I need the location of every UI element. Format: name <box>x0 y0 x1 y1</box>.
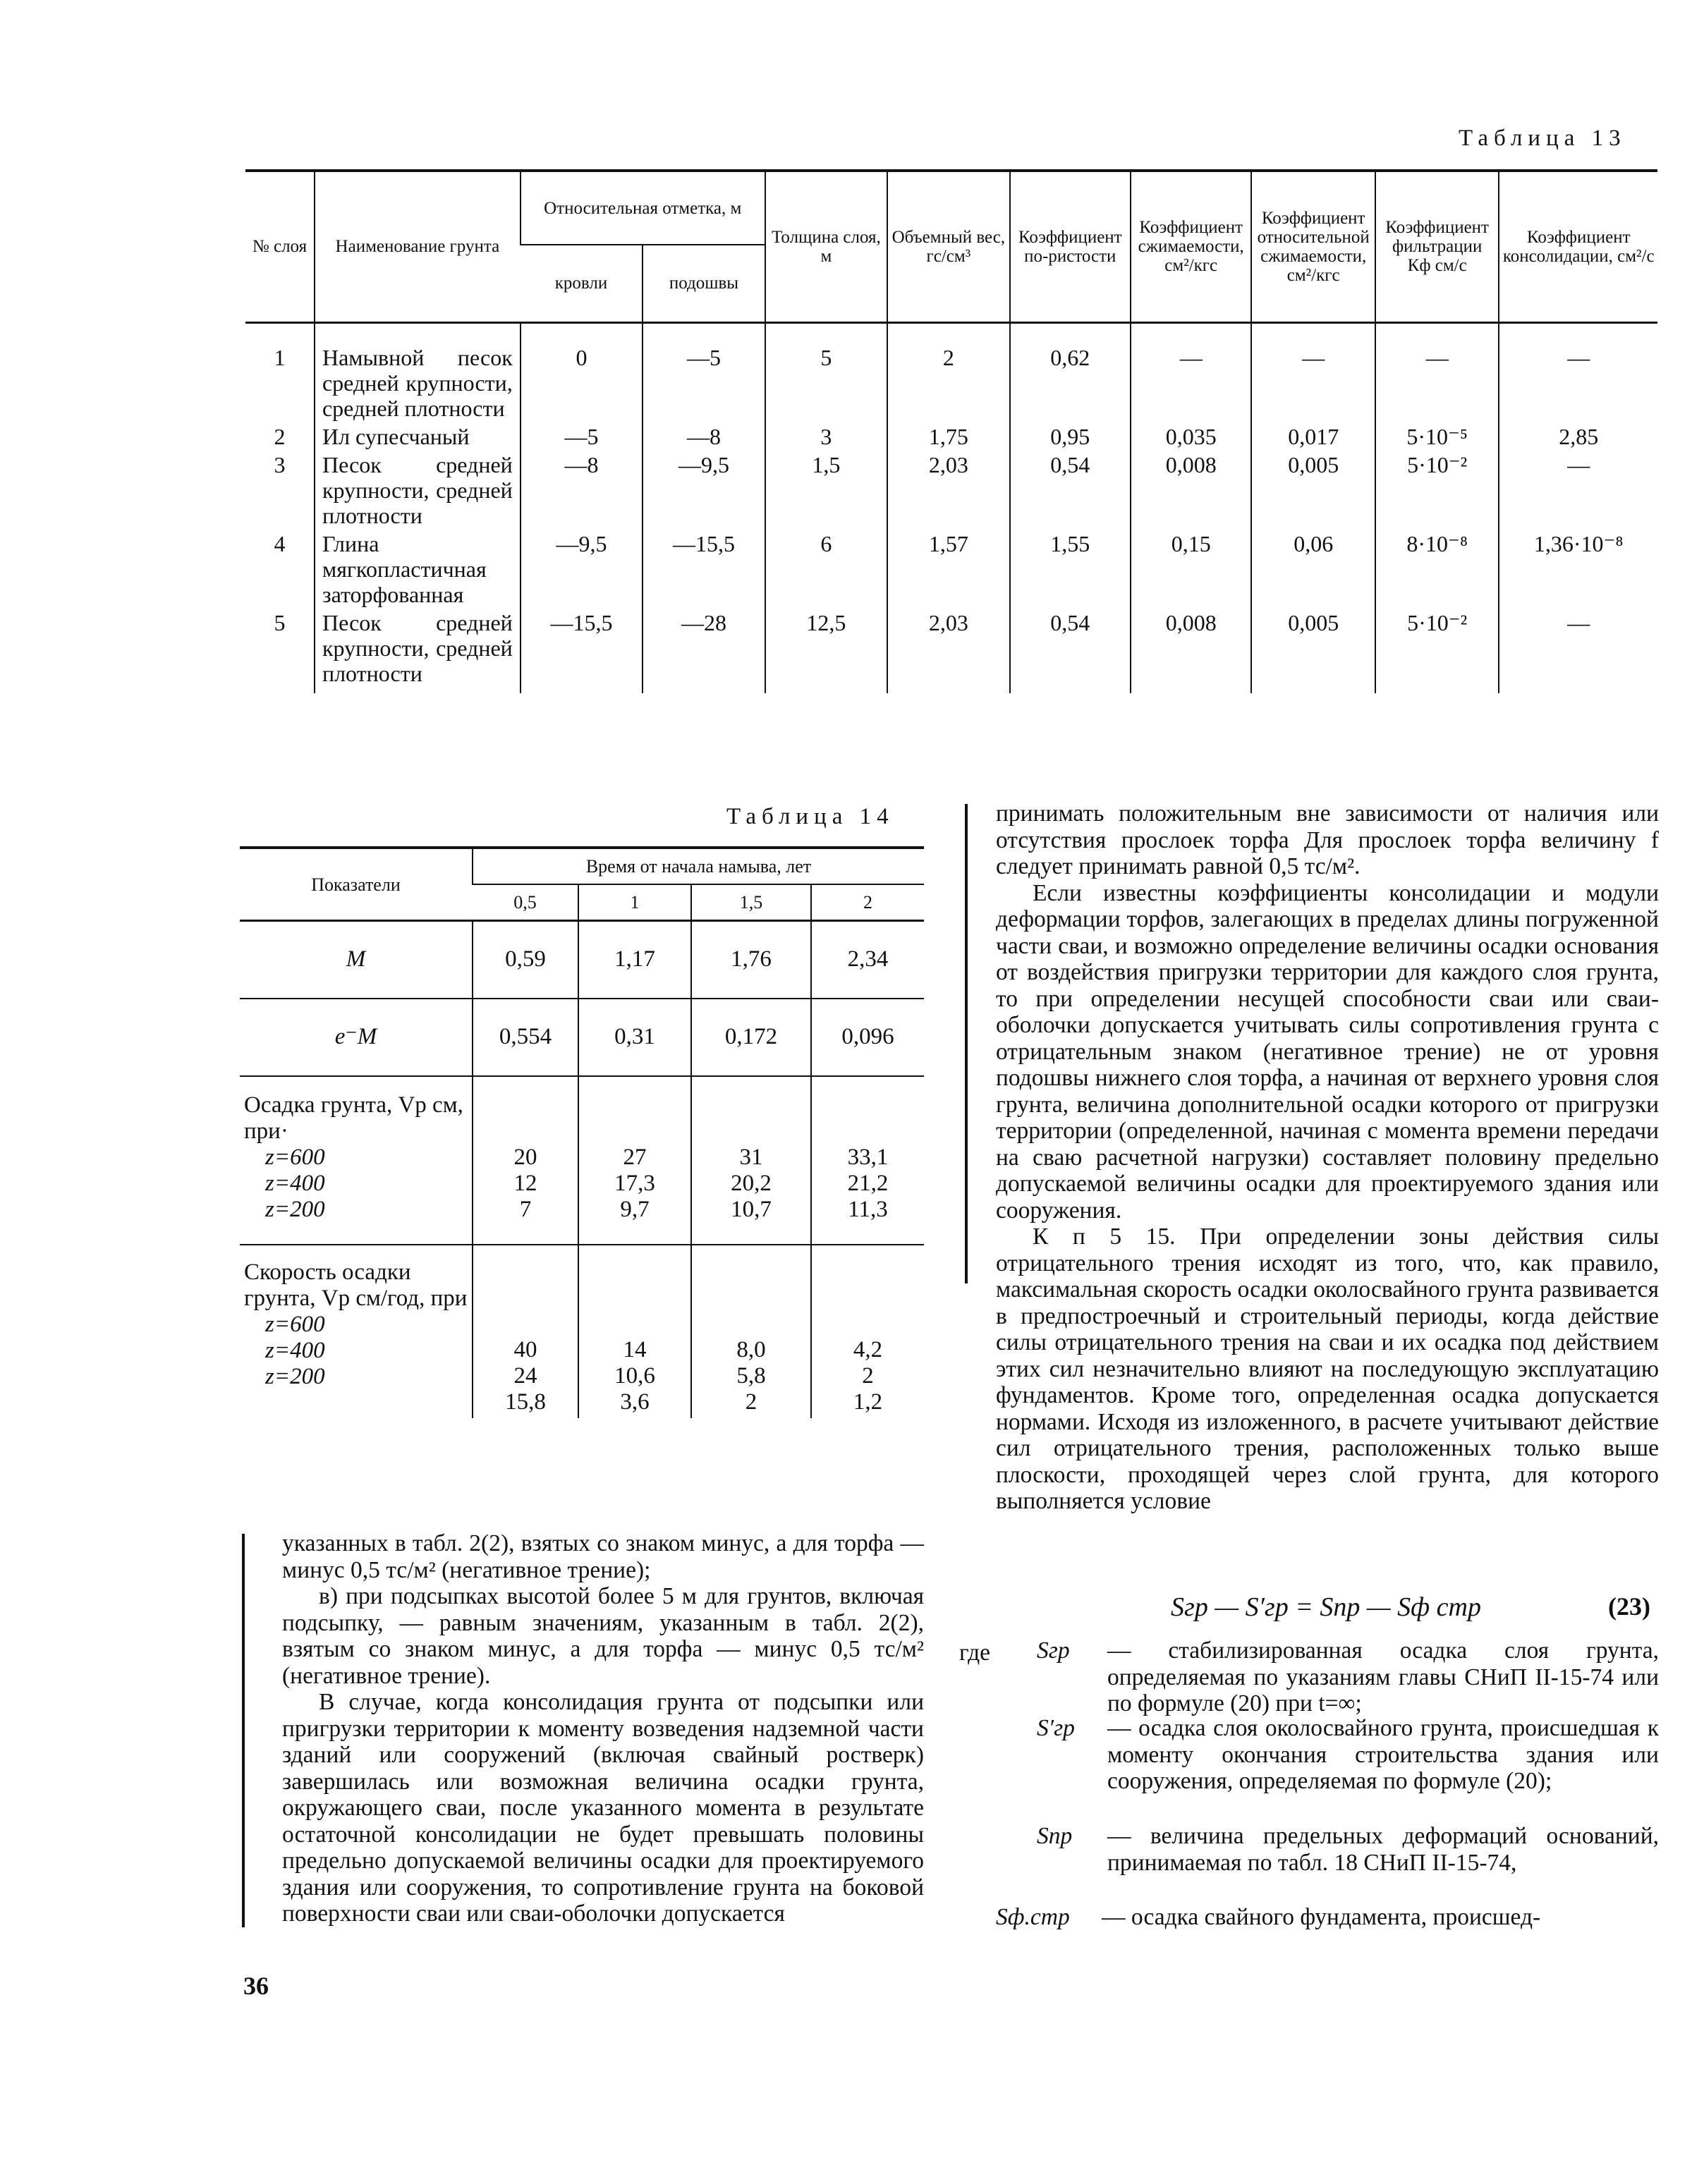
row-em-label: e⁻M <box>240 999 473 1076</box>
cell-speed: 10,6 <box>614 1362 655 1389</box>
th-time: Время от начала намыва, лет <box>473 848 924 884</box>
def-symbol: Sф.стр <box>996 1904 1070 1930</box>
table-row <box>245 607 1657 693</box>
th-unit-weight: Объемный вес, гс/см³ <box>887 171 1009 322</box>
cell-m: 1,17 <box>578 921 691 999</box>
z-label: z=400 <box>265 1170 325 1196</box>
cell-comp: — <box>1131 322 1251 421</box>
formula: Sгр — S′гр = Sпр — Sф стр <box>1171 1592 1481 1622</box>
cell-roof: —15,5 <box>521 607 643 693</box>
cell-m: 2,34 <box>811 921 924 999</box>
cell-em: 0,31 <box>578 999 691 1076</box>
cell-weight: 1,75 <box>887 421 1009 449</box>
table13-caption: Таблица 13 <box>1459 126 1626 151</box>
cell-por: 0,95 <box>1010 421 1131 449</box>
th-rel-mark: Относительная отметка, м <box>521 171 765 245</box>
def-text: — стабилизированная осадка слоя грунта, определяемая по указаниям главы СНиП II-15-74 или по формуле (20) при t=∞; <box>1107 1637 1659 1716</box>
cell-cons: 2,85 <box>1499 421 1657 449</box>
th-thickness: Толщина слоя, м <box>765 171 887 322</box>
cell-name: Ил супесчаный <box>315 421 521 449</box>
table-row <box>240 921 924 999</box>
cell-speed: 40 <box>513 1336 537 1362</box>
th-consolidation: Коэффициент консолидации, см²/с <box>1499 171 1657 322</box>
paragraph: принимать положительным вне зависимости от наличия или отсутствия прослоек торфа Для прослоек торфа величину f следует принимать равной 0,5 тс/м². <box>996 800 1659 879</box>
table14-caption: Таблица 14 <box>726 804 894 829</box>
cell-name: Глина мягкопластичная заторфованная <box>315 528 521 607</box>
paragraph: В случае, когда консолидация грунта от подсыпки или пригрузки территории к моменту возведения надземной части зданий или сооружений (включая свайный ростверк) завершилась или возможная величина осадки грунта, окружающего сваи, после указанного момента в результате остаточной консолидации не будет превышать половины предельно допускаемой величины осадки для проектируемого здания или сооружения, то сопротивление грунта на боковой поверхности сваи или сваи-оболочки допускается <box>282 1689 924 1927</box>
table-row <box>245 528 1657 607</box>
cell-name: Песок средней крупности, средней плотности <box>315 607 521 693</box>
cell-thick: 5 <box>765 322 887 421</box>
cell-rel: — <box>1251 322 1375 421</box>
cell-name: Намывной песок средней крупности, средней плотности <box>315 322 521 421</box>
cell-thick: 3 <box>765 421 887 449</box>
left-text <box>282 1530 924 1927</box>
cell-base: —9,5 <box>643 449 765 528</box>
z-label: z=200 <box>265 1363 325 1389</box>
cell-base: —5 <box>643 322 765 421</box>
cell-por: 0,54 <box>1010 449 1131 528</box>
table-row <box>245 322 1657 421</box>
cell-settle: 17,3 <box>614 1170 655 1196</box>
cell-settle: 9,7 <box>620 1196 650 1222</box>
cell-no: 5 <box>274 609 286 635</box>
cell-comp: 0,008 <box>1131 607 1251 693</box>
def-symbol: S′гр <box>1037 1715 1075 1741</box>
cell-speed: 4,2 <box>853 1336 883 1362</box>
cell-comp: 0,15 <box>1131 528 1251 607</box>
th-base: подошвы <box>643 245 765 322</box>
cell-no: 2 <box>274 423 286 449</box>
cell-base: —28 <box>643 607 765 693</box>
th-time-0: 0,5 <box>473 884 578 921</box>
cell-speed: 8,0 <box>736 1336 766 1362</box>
cell-speed: 2 <box>745 1389 757 1415</box>
cell-speed: 1,2 <box>853 1389 883 1415</box>
cell-m: 1,76 <box>691 921 811 999</box>
table-row <box>245 421 1657 449</box>
th-filtration: Коэффициент фильтрации Кф см/с <box>1375 171 1499 322</box>
cell-no: 1 <box>274 344 286 370</box>
th-time-3: 2 <box>811 884 924 921</box>
cell-filt: 5·10⁻² <box>1375 449 1499 528</box>
cell-no: 4 <box>274 530 286 556</box>
def-text: — осадка слоя околосвайного грунта, происшедшая к моменту окончания строительства здания или сооружения, определяемая по формуле (20); <box>1107 1715 1659 1794</box>
z-label: z=600 <box>265 1311 325 1337</box>
cell-base: —8 <box>643 421 765 449</box>
cell-rel: 0,005 <box>1251 449 1375 528</box>
margin-rule <box>242 1534 245 1927</box>
cell-weight: 2,03 <box>887 607 1009 693</box>
def-symbol: Sгр <box>1037 1637 1070 1664</box>
cell-por: 0,62 <box>1010 322 1131 421</box>
cell-settle: 11,3 <box>848 1196 888 1222</box>
table-row <box>240 1076 924 1245</box>
where-label: где <box>959 1640 990 1666</box>
cell-settle: 21,2 <box>847 1170 889 1196</box>
cell-por: 1,55 <box>1010 528 1131 607</box>
cell-no: 3 <box>274 451 286 477</box>
cell-filt: 5·10⁻² <box>1375 607 1499 693</box>
cell-filt: 8·10⁻⁸ <box>1375 528 1499 607</box>
cell-roof: —9,5 <box>521 528 643 607</box>
cell-settle: 20,2 <box>731 1170 772 1196</box>
paragraph: указанных в табл. 2(2), взятых со знаком минус, а для торфа — минус 0,5 тс/м² (негативное трение); <box>282 1530 924 1583</box>
z-label: z=400 <box>265 1337 325 1363</box>
th-roof: кровли <box>554 274 608 293</box>
cell-cons: — <box>1499 322 1657 421</box>
cell-weight: 2 <box>887 322 1009 421</box>
def-symbol: Sпр <box>1037 1823 1073 1849</box>
th-porosity: Коэффициент по-ристости <box>1010 171 1131 322</box>
th-layer-no: № слоя <box>252 237 308 257</box>
cell-thick: 12,5 <box>765 607 887 693</box>
z-label: z=200 <box>265 1196 325 1222</box>
cell-speed: 2 <box>862 1362 874 1389</box>
cell-comp: 0,035 <box>1131 421 1251 449</box>
paragraph: К п 5 15. При определении зоны действия силы отрицательного трения исходят из того, что, как правило, максимальная скорость осадки околосвайного грунта развивается в предпостроечный и строительный периоды, когда действие силы отрицательного трения на сваи и их осадка под действием этих сил незначительно влияют на последующую эксплуатацию фундаментов. Кроме того, определенная осадка допускается нормами. Исходя из изложенного, в расчете учитывают действие сил отрицательного трения, расположенных только выше плоскости, проходящей через слой грунта, для которого выполняется условие <box>996 1224 1659 1514</box>
table13 <box>245 169 1657 693</box>
cell-weight: 1,57 <box>887 528 1009 607</box>
cell-cons: 1,36·10⁻⁸ <box>1499 528 1657 607</box>
cell-em: 0,096 <box>811 999 924 1076</box>
cell-settle: 7 <box>519 1196 532 1222</box>
page-number: 36 <box>243 1972 269 2000</box>
cell-comp: 0,008 <box>1131 449 1251 528</box>
paragraph: в) при подсыпках высотой более 5 м для грунтов, включая подсыпку, — равным значениям, указанным в табл. 2(2), взятым со знаком минус, а для торфа — минус 0,5 тс/м² (негативное трение). <box>282 1583 924 1689</box>
th-indicators: Показатели <box>311 874 401 895</box>
row-settle-label: Осадка грунта, Vp см, при· <box>244 1092 463 1144</box>
cell-settle: 10,7 <box>731 1196 772 1222</box>
cell-roof: —8 <box>521 449 643 528</box>
cell-em: 0,554 <box>473 999 578 1076</box>
cell-base: —15,5 <box>643 528 765 607</box>
table-row <box>240 1245 924 1418</box>
def-text: — величина предельных деформаций оснований, принимаемая по табл. 18 СНиП II-15-74, <box>1107 1823 1659 1876</box>
cell-roof: 0 <box>521 322 643 421</box>
cell-speed: 24 <box>513 1362 537 1389</box>
table14 <box>240 846 924 1418</box>
cell-thick: 6 <box>765 528 887 607</box>
cell-por: 0,54 <box>1010 607 1131 693</box>
z-label: z=600 <box>265 1144 325 1170</box>
th-rel-compress: Коэффициент относительной сжимаемости, см²/кгс <box>1251 171 1375 322</box>
row-m-label: M <box>346 946 366 972</box>
cell-roof: —5 <box>521 421 643 449</box>
table-row <box>245 449 1657 528</box>
cell-speed: 14 <box>623 1336 647 1362</box>
th-soil-name: Наименование грунта <box>315 171 521 322</box>
cell-speed: 15,8 <box>505 1389 546 1415</box>
cell-settle: 27 <box>623 1144 647 1170</box>
cell-rel: 0,06 <box>1251 528 1375 607</box>
th-time-1: 1 <box>578 884 691 921</box>
cell-settle: 20 <box>513 1144 537 1170</box>
margin-rule <box>965 804 968 1283</box>
cell-rel: 0,017 <box>1251 421 1375 449</box>
cell-settle: 31 <box>739 1144 763 1170</box>
row-speed-label: Скорость осадки грунта, Vp см/год, при <box>244 1259 468 1311</box>
th-time-2: 1,5 <box>691 884 811 921</box>
cell-weight: 2,03 <box>887 449 1009 528</box>
cell-rel: 0,005 <box>1251 607 1375 693</box>
cell-name: Песок средней крупности, средней плотности <box>315 449 521 528</box>
right-text <box>996 800 1659 1515</box>
cell-cons: — <box>1499 607 1657 693</box>
paragraph: Если известны коэффициенты консолидации и модули деформации торфов, залегающих в пределах длины погруженной части сваи, и возможно определение величины осадки основания от воздействия пригрузки территории для каждого слоя грунта, то при определении несущей способности сваи или сваи-оболочки допускается учитывать силы сопротивления грунта с отрицательным знаком (негативное трение) не от уровня подошвы нижнего слоя торфа, а начиная от верхнего уровня слоя грунта, величина дополнительной осадки которого от пригрузки территории (определенной, начиная с момента времени передачи на сваю расчетной нагрузки) составляет половину предельно допускаемой величины осадки для проектируемого здания или сооружения. <box>996 879 1659 1224</box>
cell-filt: 5·10⁻⁵ <box>1375 421 1499 449</box>
cell-filt: — <box>1375 322 1499 421</box>
cell-speed: 5,8 <box>736 1362 766 1389</box>
def-text: — осадка свайного фундамента, происшед- <box>1102 1904 1541 1930</box>
cell-cons: — <box>1499 449 1657 528</box>
th-compress: Коэффициент сжимаемости, см²/кгс <box>1131 171 1251 322</box>
cell-m: 0,59 <box>473 921 578 999</box>
cell-settle: 33,1 <box>847 1144 889 1170</box>
cell-speed: 3,6 <box>620 1389 650 1415</box>
formula-number: (23) <box>1608 1592 1650 1621</box>
cell-settle: 12 <box>513 1170 537 1196</box>
cell-thick: 1,5 <box>765 449 887 528</box>
table-row <box>240 999 924 1076</box>
cell-em: 0,172 <box>691 999 811 1076</box>
